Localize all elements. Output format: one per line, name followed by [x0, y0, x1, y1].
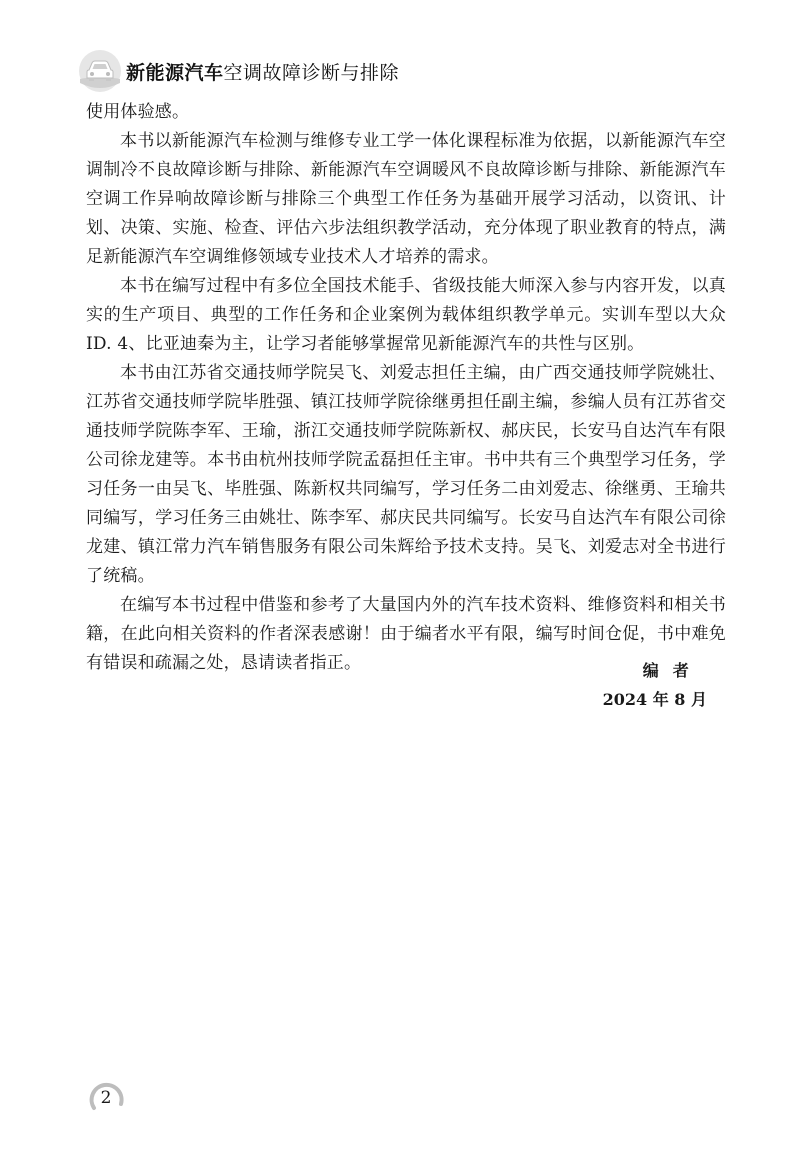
page-number-badge [88, 1078, 128, 1122]
book-title-rest: 空调故障诊断与排除 [223, 61, 400, 84]
signature-date: 2024 年 8 月 [602, 690, 707, 709]
paragraph-continued: 使用体验感。 [86, 102, 190, 122]
running-header [78, 48, 399, 94]
paragraph: 本书由江苏省交通技师学院吴飞、刘爱志担任主编，由广西交通技师学院姚壮、江苏省交通技师学院毕胜强、镇江技师学院徐继勇担任副主编，参编人员有江苏省交通技师学院陈李军、王瑜，浙江交通技师学院陈新权、郝庆民，长安马自达汽车有限公司徐龙建等。本书由杭州技师学院孟磊担任主审。书中共有三个典型学习任务，学习任务一由吴飞、毕胜强、陈新权共同编写，学习任务二由刘爱志、徐继勇、王瑜共同编写，学习任务三由姚壮、陈李军、郝庆民共同编写。长安马自达汽车有限公司徐龙建、镇江常力汽车销售服务有限公司朱辉给予技术支持。吴飞、刘爱志对全书进行了统稿。 [86, 363, 726, 586]
car-icon [78, 49, 122, 93]
paragraph: 本书以新能源汽车检测与维修专业工学一体化课程标准为依据，以新能源汽车空调制冷不良故障诊断与排除、新能源汽车空调暖风不良故障诊断与排除、新能源汽车空调工作异响故障诊断与排除三个典型工作任务为基础开展学习活动，以资讯、计划、决策、实施、检查、评估六步法组织教学活动，充分体现了职业教育的特点，满足新能源汽车空调维修领域专业技术人才培养的需求。 [86, 131, 726, 267]
paragraph: 在编写本书过程中借鉴和参考了大量国内外的汽车技术资料、维修资料和相关书籍，在此向相关资料的作者深表感谢！由于编者水平有限，编写时间仓促，书中难免有错误和疏漏之处，恳请读者指正。 [86, 595, 726, 673]
signature-block [603, 656, 707, 714]
book-title-bold: 新能源汽车 [126, 61, 224, 84]
signature-author: 编者 [642, 661, 703, 680]
book-title [126, 58, 399, 85]
paragraph: 本书在编写过程中有多位全国技术能手、省级技能大师深入参与内容开发，以真实的生产项目、典型的工作任务和企业案例为载体组织教学单元。实训车型以大众ID. 4、比亚迪秦为主，让学习者能够掌握常见新能源汽车的共性与区别。 [86, 276, 726, 354]
page-number: 2 [100, 1088, 112, 1108]
preface-body [86, 98, 726, 678]
